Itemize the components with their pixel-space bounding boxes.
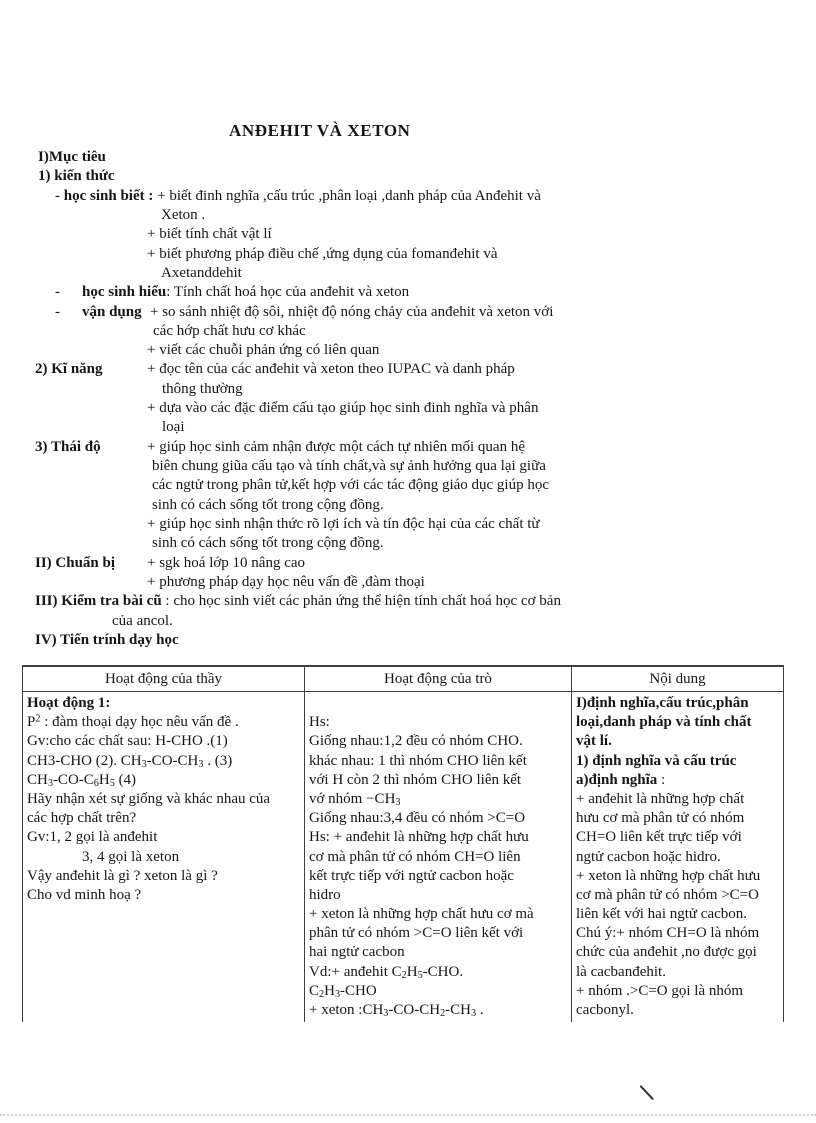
table-header-student-activity: Hoạt động của trò [305,667,572,691]
table-header-row [23,667,783,692]
column-student-activity [305,692,572,1022]
text-run: II) Chuẩn bị [35,554,116,571]
text-line [0,380,816,399]
text-line: Hs: [309,714,330,731]
scan-artifact-dotted-line [0,1114,816,1116]
table-header-teacher-activity: Hoạt động của thầy [23,667,305,691]
text-line: chức của anđehit ,no được gọi [576,944,757,961]
text-line: là cacbanđehit. [576,963,666,980]
text-run: 3) Thái độ [35,438,101,455]
text-line: cơ mà phân tử có nhóm CH=O liên [309,848,521,865]
text-line: hai ngtử cacbon [309,944,405,961]
text-run: I)Mục tiêu [38,149,106,165]
intro-section [0,148,816,650]
text-run: - [55,284,60,301]
text-line: ngtử cacbon hoặc hidro. [576,848,721,865]
text-line [0,341,816,360]
text-line: với H còn 2 thì nhóm CHO liên kết [309,771,522,788]
table-body [23,692,783,1022]
text-line: a)định nghĩa : [576,771,666,788]
text-run: sinh có cách sống tốt trong cộng đồng. [152,535,384,552]
text-line: Cho vd minh hoạ ? [27,886,142,903]
text-run: + phương pháp dạy học nêu vấn đề ,đàm thoại [147,573,425,590]
text-line [0,631,816,650]
text-line: + nhóm .>C=O gọi là nhóm [576,982,744,999]
text-line: Hs: + anđehit là những hợp chất hưu [309,829,529,846]
text-line: CH=O liên kết trực tiếp với [576,829,742,846]
text-line [0,245,816,264]
text-line [0,360,816,379]
text-line: phân tử có nhóm >C=O liên kết với [309,925,524,942]
text-run: + giúp học sinh cảm nhận được một cách tự nhiên mối quan hệ [147,438,525,455]
text-run: + dựa vào các đặc điểm cấu tạo giúp học sinh đinh nghĩa và phân [147,400,539,417]
text-line: Giống nhau:3,4 đều có nhóm >C=O [309,810,526,827]
text-run: các ngtử trong phân tử,kết hợp với các tác động giáo dục giúp học [152,477,550,494]
text-line [0,515,816,534]
text-line [0,554,816,573]
text-line [0,592,816,611]
text-run: + sgk hoá lớp 10 nâng cao [147,554,306,571]
text-line: Chú ý:+ nhóm CH=O là nhóm [576,925,760,942]
text-run: các hớp chất hưu cơ khác [153,322,306,339]
text-run: học sinh hiểu: Tính chất hoá học của anđehit và xeton [82,284,410,301]
text-line [0,496,816,515]
text-run: biên chung giũa cấu tạo và tính chất,và sự ảnh hưởng qua lại giữa [152,458,546,474]
text-line: Vd:+ anđehit $C_2H_5$-CHO. [309,963,464,981]
text-line [0,457,816,476]
text-run: loại [162,419,185,436]
text-line [309,694,568,713]
text-line [0,225,816,244]
text-run: - học sinh biết : + biết đinh nghĩa ,cấu trúc ,phân loại ,danh pháp của Anđehit và [55,187,541,204]
text-line [0,573,816,592]
text-line: Hãy nhận xét sự giống và khác nhau của [27,790,271,807]
table-header-content: Nội dung [649,671,706,687]
text-line [0,399,816,418]
text-line: $CH_3-CO-C_6H_5$ (4) [27,771,137,789]
text-line [0,303,816,322]
text-line: Gv:1, 2 gọi là anđehit [27,829,158,846]
text-run: Axetanddehit [161,264,242,281]
text-line [0,283,816,302]
activity-table [22,665,784,1022]
text-line: Hoạt động 1: [27,695,111,711]
text-line [0,612,816,631]
page-title: ANĐEHIT VÀ XETON [229,121,411,140]
text-line: + anđehit là những hợp chất [576,790,745,807]
text-line: hidro [309,886,341,903]
text-line: Vậy anđehit là gì ? xeton là gì ? [27,867,218,884]
text-run: vận dụng [82,303,142,320]
text-line [0,264,816,283]
text-run: sinh có cách sống tốt trong cộng đồng. [152,496,384,513]
text-line: cacbonyl. [576,1002,634,1018]
text-run: + so sánh nhiệt độ sôi, nhiệt độ nóng chảy của anđehit và xeton với [150,303,554,320]
text-line: cơ mà phân tử có nhóm >C=O [576,886,759,903]
text-line: + xeton là những hợp chất hưu [576,867,761,884]
column-content [572,692,783,1022]
text-run: của ancol. [112,612,173,629]
text-line: $P^2$ : đàm thoại dạy học nêu vấn đề . [27,713,239,731]
column-teacher-activity [23,692,305,1022]
text-run: + viết các chuỗi phản ứng có liên quan [147,342,380,359]
text-line: + xeton $:CH_3-CO-CH_2-CH_3$ . [309,1002,484,1020]
text-line [0,206,816,225]
text-run: 2) Kĩ năng [35,361,103,378]
text-run: 1) kiến thức [38,168,115,185]
text-line: loại,danh pháp và tính chất [576,714,752,731]
text-line [0,438,816,457]
text-run: thông thường [162,380,243,397]
text-line: Gv:cho các chất sau: H-CHO .(1) [27,733,228,750]
text-line [0,476,816,495]
text-run: + biết tính chất vật lí [147,226,272,243]
text-line: vớ nhóm $-CH_3$ [309,790,401,809]
text-line: Giống nhau:1,2 đều có nhóm CHO. [309,733,523,750]
text-run: IV) Tiến trính dạy học [35,631,179,648]
text-line: khác nhau: 1 thì nhóm CHO liên kết [309,752,527,769]
text-line: I)định nghĩa,cấu trúc,phân [576,695,749,711]
text-line [0,187,816,206]
text-line [0,322,816,341]
text-line: hưu cơ mà phân tử có nhóm [576,810,745,827]
text-line [0,167,816,186]
text-run: + đọc tên của các anđehit và xeton theo IUPAC và danh pháp [147,361,515,378]
text-run: + biết phương pháp điều chế ,ứng dụng của fomanđehit và [147,245,498,262]
text-line: kết trực tiếp với ngtử cacbon hoặc [309,867,514,884]
text-line: liên kết với hai ngtử cacbon. [576,906,748,923]
text-run: + giúp học sinh nhận thức rõ lợi ích và tín độc hại của các chất từ [147,515,540,532]
text-line: $C_2H_3$-CHO [309,982,377,1001]
text-line: 1) định nghĩa và cấu trúc [576,752,737,769]
text-line: 3, 4 gọi là xeton [82,848,180,865]
text-line [0,418,816,437]
pen-stroke-mark [640,1085,654,1100]
text-line [0,534,816,553]
text-run: Xeton . [161,206,206,223]
text-run: III) Kiểm tra bài cũ : cho học sinh viết các phản ứng thể hiện tính chất hoá học cơ bản [35,593,561,610]
text-line [0,148,816,167]
text-line: vật lí. [576,733,612,750]
text-run: - [55,303,60,320]
text-line: CH3-CHO (2). $CH_3-CO-CH_3$ . (3) [27,752,233,770]
text-line: + xeton là những hợp chất hưu cơ mà [309,906,534,923]
text-line: các hợp chất trên? [27,810,137,827]
